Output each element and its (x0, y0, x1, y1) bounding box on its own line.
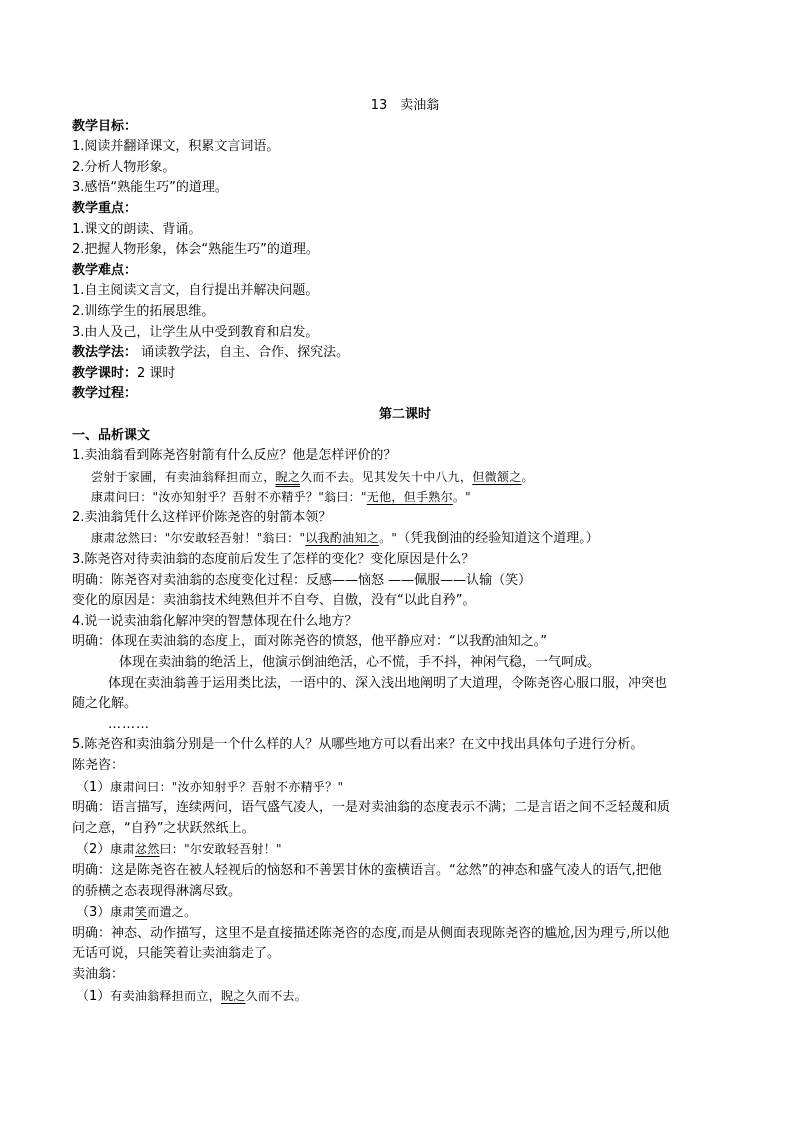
quote-text: 康肃 (110, 842, 135, 857)
chen-answer-1: 明确：语言描写，连续两问，语气盛气凌人，一是对卖油翁的态度表示不满；二是言语之间不乏轻蔑和质 (72, 800, 671, 816)
lesson-heading: 第二课时 (378, 406, 431, 422)
chen-heading: 陈尧咨： (72, 758, 125, 773)
section-heading: 一、品析课文 (72, 427, 151, 443)
answer-3: 明确：陈尧咨对卖油翁的态度变化过程：反感——恼怒 ——佩服——认输（笑） (72, 572, 532, 588)
goal-item: 2.分析人物形象。 (72, 159, 176, 175)
difficulty-item: 1.自主阅读文言文，自行提出并解决问题。 (72, 283, 319, 299)
quote-text: 康肃问曰："汝亦知射乎？吾射不亦精乎？" (110, 779, 344, 794)
goal-item: 1.阅读并翻译课文，积累文言词语。 (72, 139, 280, 155)
quote-text: 而遣之。 (147, 905, 197, 920)
quote-emph: 睨之 (220, 988, 246, 1003)
ellipsis: ……… (108, 716, 150, 732)
quote-emph: 睨之 (275, 469, 301, 484)
quote-2 (72, 487, 728, 508)
chen-answer-1-cont: 问之意，“自矜”之状跃然纸上。 (72, 820, 255, 836)
difficulties-heading: 教学难点： (72, 262, 138, 278)
hours-line (72, 364, 728, 385)
item-number: （1） (76, 988, 111, 1004)
quote-text: 康肃 (110, 905, 135, 920)
quote-text: 久而不去。 (245, 988, 308, 1003)
keys-heading: 教学重点： (72, 200, 138, 216)
chen-quote-1 (72, 777, 728, 799)
weng-quote-1 (72, 986, 728, 1008)
quote-text: 尝射于家圃，有卖油翁释担而立， (91, 469, 276, 484)
quote-text: 久而不去。见其发矢十中八九， (300, 469, 473, 484)
document-page (72, 96, 728, 1007)
quote-emph: 忿然 (134, 842, 160, 857)
quote-text: 。" (379, 531, 398, 546)
quote-text: 康肃忿然曰："尔安敢轻吾射！"翁曰：" (91, 531, 306, 546)
weng-heading: 卖油翁： (72, 966, 125, 982)
quote-emph: 笑 (134, 905, 148, 920)
answer-4-2: 体现在卖油翁的绝活上，他演示倒油绝活，心不慌，手不抖，神闲气稳，一气呵成。 (119, 655, 601, 671)
quote-3 (72, 528, 728, 550)
chen-quote-3 (72, 902, 728, 924)
lesson-title: 13 卖油翁 (370, 98, 440, 113)
quote-1 (72, 467, 728, 488)
question-5: 5.陈尧咨和卖油翁分别是一个什么样的人？从哪些地方可以看出来？在文中找出具体句子进行分析。 (72, 737, 644, 753)
answer-4-1: 明确：体现在卖油翁的态度上，面对陈尧咨的愤怒，他平静应对：“以我酌油知之。” (72, 634, 547, 650)
quote-emph: 无他，但手熟尔 (366, 490, 453, 505)
difficulty-item: 2.训练学生的拓展思维。 (72, 303, 215, 319)
methods-value: 诵读教学法，自主、合作、探究法。 (137, 345, 350, 361)
answer-4-3-cont: 随之化解。 (72, 696, 138, 712)
hours-label: 教学课时： (72, 365, 138, 381)
answer-3-reason: 变化的原因是：卖油翁技术纯熟但并不自夸、自傲，没有“以此自矜”。 (72, 593, 476, 609)
question-1: 1.卖油翁看到陈尧咨射箭有什么反应？他是怎样评价的？ (72, 448, 397, 464)
answer-4-3: 体现在卖油翁善于运用类比法，一语中的、深入浅出地阐明了大道理，令陈尧咨心服口服，冲突也 (108, 675, 668, 691)
chen-answer-3: 明确：神态、动作描写，这里不是直接描述陈尧咨的态度,而是从侧面表现陈尧咨的尴尬,因为理亏,所以他 (72, 925, 670, 941)
chen-quote-2 (72, 839, 728, 861)
item-number: （2） (76, 842, 111, 858)
quote-text: 有卖油翁释担而立， (110, 988, 221, 1003)
methods-line (72, 343, 728, 364)
quote-emph: 以我酌油知之 (305, 531, 380, 546)
question-2: 2.卖油翁凭什么这样评价陈尧咨的射箭本领？ (72, 509, 332, 525)
difficulty-item: 3.由人及己，让学生从中受到教育和启发。 (72, 324, 319, 340)
quote-text: 。 (521, 469, 534, 484)
chen-answer-2: 明确：这是陈尧咨在被人轻视后的恼怒和不善罢甘休的蛮横语言。“忿然”的神态和盛气凌人的语气,把他 (72, 862, 662, 878)
goal-item: 3.感悟“熟能生巧”的道理。 (72, 180, 228, 196)
chen-answer-3-cont: 无话可说，只能笑着让卖油翁走了。 (72, 946, 281, 962)
quote-note: （凭我倒油的经验知道这个道理。） (397, 531, 599, 547)
key-item: 1.课文的朗读、背诵。 (72, 221, 202, 237)
quote-text: 康肃问曰："汝亦知射乎？吾射不亦精乎？"翁曰：" (91, 490, 367, 505)
question-4: 4.说一说卖油翁化解冲突的智慧体现在什么地方？ (72, 613, 358, 629)
item-number: （3） (76, 905, 111, 921)
methods-label: 教法学法： (72, 345, 138, 361)
question-3: 3.陈尧咨对待卖油翁的态度前后发生了怎样的变化？变化原因是什么？ (72, 552, 475, 568)
key-item: 2.把握人物形象，体会“熟能生巧”的道理。 (72, 242, 319, 258)
quote-text: 曰："尔安敢轻吾射！" (159, 842, 282, 857)
goals-heading: 教学目标： (72, 118, 138, 134)
quote-text: 。" (452, 490, 471, 505)
quote-emph: 但微颔之 (472, 469, 522, 484)
chen-answer-2-cont: 的骄横之态表现得淋漓尽致。 (72, 883, 242, 899)
hours-value: 2 课时 (137, 365, 176, 381)
item-number: （1） (76, 779, 111, 795)
process-heading: 教学过程： (72, 386, 138, 402)
